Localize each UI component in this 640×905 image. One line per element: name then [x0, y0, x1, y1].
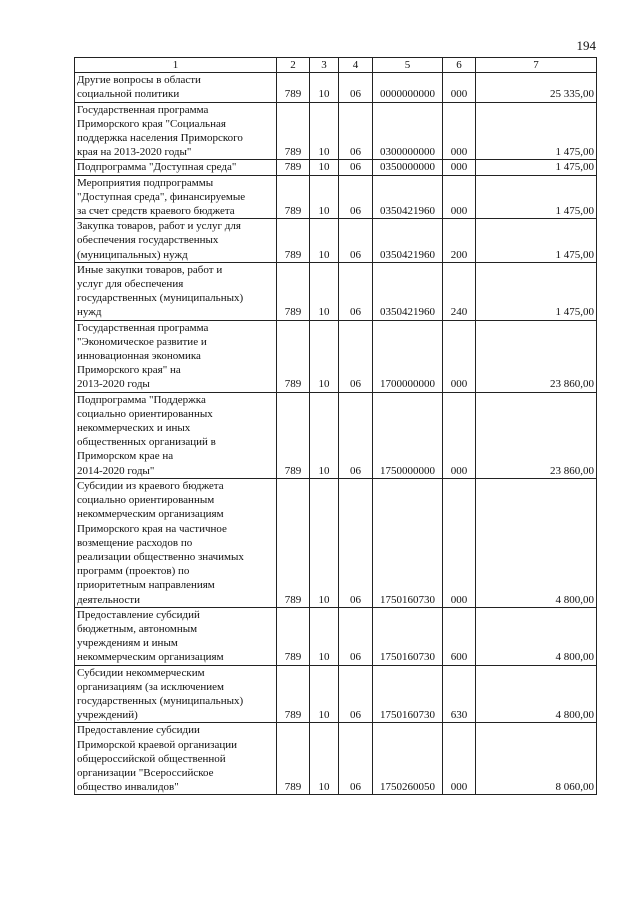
row-name-line: за счет средств краевого бюджета	[77, 205, 235, 218]
code-cell: 10	[310, 665, 339, 723]
code-cell: 06	[339, 665, 373, 723]
code-cell: 789	[277, 175, 310, 219]
code-cell: 10	[310, 102, 339, 160]
table-row	[75, 219, 597, 263]
row-name-line: инновационная экономика	[77, 350, 201, 363]
page-number: 194	[576, 38, 596, 53]
code-cell: 06	[339, 607, 373, 665]
code-cell: 06	[339, 320, 373, 392]
code-cell: 789	[277, 607, 310, 665]
row-name-line: общественных организаций в	[77, 436, 216, 449]
table-row	[75, 262, 597, 320]
row-name-line: Приморского края на частичное	[77, 522, 227, 535]
row-name-line: некоммерческих и иных	[77, 422, 191, 435]
code-cell: 1750000000	[373, 392, 443, 478]
table-row	[75, 478, 597, 607]
code-cell: 0350421960	[373, 219, 443, 263]
code-cell: 06	[339, 175, 373, 219]
table-body	[75, 73, 597, 795]
code-cell: 000	[443, 73, 476, 102]
table-row	[75, 160, 597, 175]
row-name-cell	[75, 723, 277, 795]
code-cell: 789	[277, 478, 310, 607]
code-cell: 06	[339, 478, 373, 607]
row-name-line: бюджетным, автономным	[77, 622, 198, 635]
code-cell: 10	[310, 262, 339, 320]
row-name-line: Государственная программа	[77, 103, 209, 116]
table-row	[75, 175, 597, 219]
row-name-line: 2013-2020 годы	[77, 378, 150, 391]
row-name-cell	[75, 73, 277, 102]
row-name-line: Предоставление субсидии	[77, 724, 200, 737]
column-header: 4	[339, 58, 373, 73]
table-row	[75, 665, 597, 723]
code-cell: 1750160730	[373, 665, 443, 723]
code-cell: 240	[443, 262, 476, 320]
code-cell: 06	[339, 723, 373, 795]
column-header: 2	[277, 58, 310, 73]
row-name-line: государственных (муниципальных)	[77, 292, 244, 305]
row-name-line: Приморской краевой организации	[77, 738, 238, 751]
row-name-line: 2014-2020 годы"	[77, 464, 155, 477]
code-cell: 0350000000	[373, 160, 443, 175]
row-name-line: деятельности	[77, 593, 140, 606]
column-header: 7	[476, 58, 597, 73]
code-cell: 000	[443, 723, 476, 795]
row-name-line: "Экономическое развитие и	[77, 335, 207, 348]
row-name-line: программ (проектов) по	[77, 565, 190, 578]
table-row	[75, 320, 597, 392]
row-name-line: поддержка населения Приморского	[77, 132, 243, 145]
row-name-line: Приморского края "Социальная	[77, 117, 226, 130]
code-cell: 10	[310, 73, 339, 102]
code-cell: 10	[310, 175, 339, 219]
code-cell: 0350421960	[373, 175, 443, 219]
code-cell: 1700000000	[373, 320, 443, 392]
table-header-row	[75, 58, 597, 73]
column-header: 6	[443, 58, 476, 73]
row-name-line: Субсидии из краевого бюджета	[77, 479, 224, 492]
table-row	[75, 607, 597, 665]
row-name-line: Субсидии некоммерческим	[77, 666, 205, 679]
amount-cell: 4 800,00	[476, 665, 597, 723]
code-cell: 789	[277, 160, 310, 175]
code-cell: 06	[339, 392, 373, 478]
row-name-line: Приморском крае на	[77, 450, 174, 463]
code-cell: 789	[277, 102, 310, 160]
code-cell: 06	[339, 102, 373, 160]
row-name-line: учреждениям и иным	[77, 637, 178, 650]
code-cell: 10	[310, 723, 339, 795]
row-name-cell	[75, 478, 277, 607]
row-name-line: социально ориентированных	[77, 407, 213, 420]
row-name-line: государственных (муниципальных)	[77, 694, 244, 707]
code-cell: 10	[310, 219, 339, 263]
code-cell: 000	[443, 392, 476, 478]
code-cell: 06	[339, 160, 373, 175]
amount-cell: 1 475,00	[476, 102, 597, 160]
amount-cell: 23 860,00	[476, 320, 597, 392]
row-name-line: организации "Всероссийское	[77, 766, 214, 779]
amount-cell: 23 860,00	[476, 392, 597, 478]
row-name-cell	[75, 102, 277, 160]
row-name-line: (муниципальных) нужд	[77, 248, 188, 261]
table-row	[75, 73, 597, 102]
code-cell: 789	[277, 665, 310, 723]
row-name-cell	[75, 665, 277, 723]
code-cell: 0350421960	[373, 262, 443, 320]
code-cell: 10	[310, 478, 339, 607]
row-name-line: Предоставление субсидий	[77, 608, 200, 621]
row-name-line: организациям (за исключением	[77, 680, 225, 693]
row-name-cell	[75, 320, 277, 392]
row-name-line: Закупка товаров, работ и услуг для	[77, 220, 241, 233]
row-name-line: приоритетным направлениям	[77, 579, 215, 592]
row-name-cell	[75, 392, 277, 478]
row-name-line: общероссийской общественной	[77, 752, 226, 765]
code-cell: 10	[310, 320, 339, 392]
code-cell: 06	[339, 262, 373, 320]
code-cell: 10	[310, 392, 339, 478]
row-name-line: возмещение расходов по	[77, 536, 193, 549]
row-name-line: реализации общественно значимых	[77, 550, 244, 563]
row-name-line: Подпрограмма "Поддержка	[77, 393, 206, 406]
row-name-line: Другие вопросы в области	[77, 74, 201, 87]
code-cell: 06	[339, 73, 373, 102]
row-name-line: Государственная программа	[77, 321, 209, 334]
amount-cell: 4 800,00	[476, 607, 597, 665]
code-cell: 000	[443, 175, 476, 219]
row-name-line: Иные закупки товаров, работ и	[77, 263, 223, 276]
code-cell: 000	[443, 102, 476, 160]
row-name-cell	[75, 175, 277, 219]
table-row	[75, 392, 597, 478]
column-header: 1	[75, 58, 277, 73]
amount-cell: 1 475,00	[476, 175, 597, 219]
column-header: 3	[310, 58, 339, 73]
row-name-line: обеспечения государственных	[77, 234, 219, 247]
code-cell: 789	[277, 320, 310, 392]
amount-cell: 8 060,00	[476, 723, 597, 795]
row-name-line: края на 2013-2020 годы"	[77, 146, 192, 159]
code-cell: 000	[443, 160, 476, 175]
code-cell: 789	[277, 262, 310, 320]
code-cell: 000	[443, 320, 476, 392]
code-cell: 1750160730	[373, 478, 443, 607]
row-name-line: Приморского края" на	[77, 364, 181, 377]
code-cell: 789	[277, 219, 310, 263]
amount-cell: 4 800,00	[476, 478, 597, 607]
row-name-line: некоммерческим организациям	[77, 508, 224, 521]
row-name-cell	[75, 219, 277, 263]
code-cell: 0000000000	[373, 73, 443, 102]
code-cell: 10	[310, 607, 339, 665]
code-cell: 1750260050	[373, 723, 443, 795]
code-cell: 10	[310, 160, 339, 175]
row-name-line: "Доступная среда", финансируемые	[77, 190, 246, 203]
column-header: 5	[373, 58, 443, 73]
row-name-line: нужд	[77, 306, 102, 319]
code-cell: 200	[443, 219, 476, 263]
amount-cell: 1 475,00	[476, 160, 597, 175]
row-name-line: некоммерческим организациям	[77, 651, 224, 664]
row-name-line: Мероприятия подпрограммы	[77, 176, 214, 189]
row-name-line: общество инвалидов"	[77, 781, 179, 794]
code-cell: 789	[277, 73, 310, 102]
code-cell: 000	[443, 478, 476, 607]
row-name-cell	[75, 607, 277, 665]
table-row	[75, 723, 597, 795]
table-row	[75, 102, 597, 160]
code-cell: 06	[339, 219, 373, 263]
budget-table	[74, 57, 597, 795]
row-name-cell	[75, 160, 277, 175]
row-name-line: социальной политики	[77, 88, 180, 101]
amount-cell: 1 475,00	[476, 219, 597, 263]
code-cell: 789	[277, 392, 310, 478]
code-cell: 1750160730	[373, 607, 443, 665]
row-name-line: социально ориентированным	[77, 494, 215, 507]
row-name-line: услуг для обеспечения	[77, 278, 184, 291]
amount-cell: 1 475,00	[476, 262, 597, 320]
amount-cell: 25 335,00	[476, 73, 597, 102]
row-name-cell	[75, 262, 277, 320]
code-cell: 600	[443, 607, 476, 665]
code-cell: 789	[277, 723, 310, 795]
row-name-line: учреждений)	[77, 709, 138, 722]
code-cell: 0300000000	[373, 102, 443, 160]
row-name-line: Подпрограмма "Доступная среда"	[77, 161, 237, 174]
code-cell: 630	[443, 665, 476, 723]
